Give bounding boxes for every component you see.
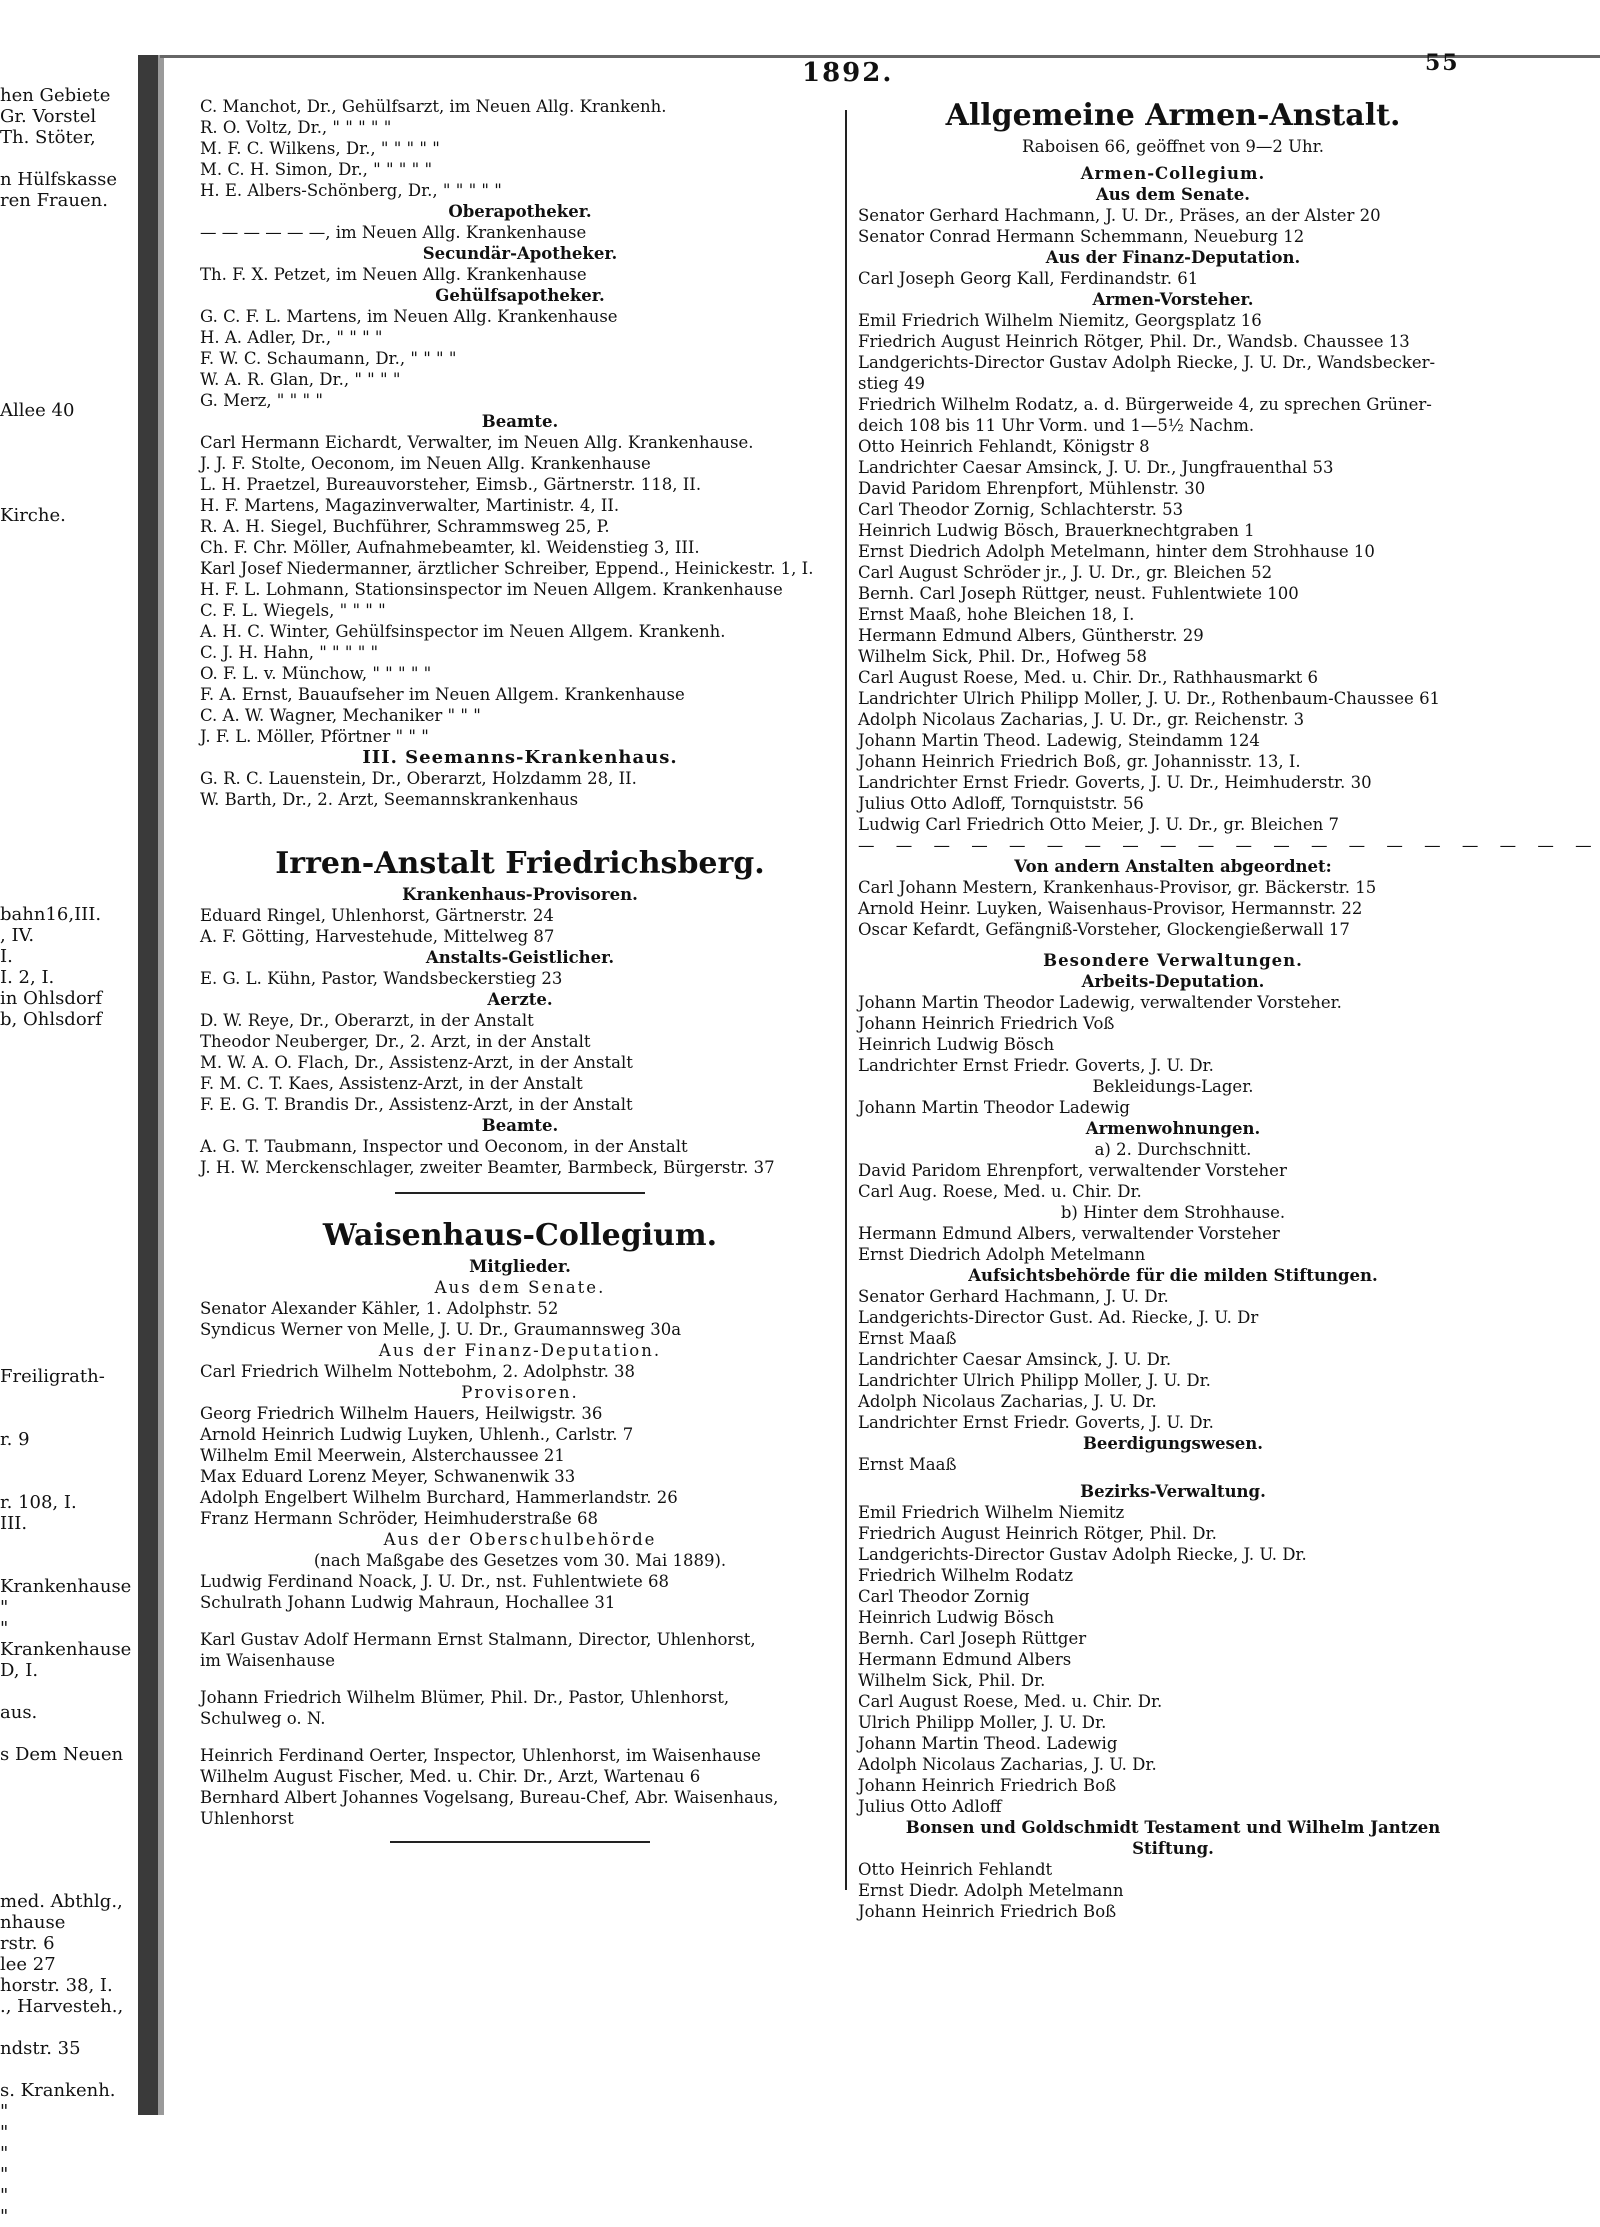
- entry: C. J. H. Hahn, " " " " ": [200, 643, 379, 662]
- entry: Landgerichts-Director Gustav Adolph Riecke, J. U. Dr.: [858, 1545, 1307, 1564]
- entry: [0, 295, 136, 316]
- binding-gutter: [138, 55, 158, 2115]
- dash-separator: — — — — — — — — — — — — — — — — — — — —: [858, 836, 1600, 855]
- entry: lee 27: [0, 1954, 56, 1975]
- entry-list: [858, 1160, 1488, 1202]
- entry: Arnold Heinr. Luyken, Waisenhaus-Provisor, Hermannstr. 22: [858, 899, 1363, 918]
- entry: stieg 49: [858, 374, 925, 393]
- subsection-title: Bonsen und Goldschmidt Testament und Wilhelm Jantzen: [905, 1818, 1441, 1837]
- entry: ndstr. 35: [0, 2038, 81, 2059]
- entry: in Ohlsdorf: [0, 988, 103, 1009]
- entry: n Hülfskasse: [0, 169, 118, 190]
- entry-list: [200, 1298, 840, 1340]
- section-title: Besondere Verwaltungen.: [1043, 951, 1303, 970]
- entry: Ludwig Carl Friedrich Otto Meier, J. U. Dr., gr. Bleichen 7: [858, 815, 1339, 834]
- entry: [0, 232, 136, 253]
- entry: A. F. Götting, Harvestehude, Mittelweg 87: [200, 927, 555, 946]
- entry: Th. Stöter,: [0, 127, 96, 148]
- entry: Adolph Engelbert Wilhelm Burchard, Hammerlandstr. 26: [200, 1488, 678, 1507]
- entry: [0, 337, 136, 358]
- entry: Carl Theodor Zornig, Schlachterstr. 53: [858, 500, 1184, 519]
- year-header: 1892.: [802, 58, 894, 88]
- entry: D. W. Reye, Dr., Oberarzt, in der Anstalt: [200, 1011, 534, 1030]
- entry: [0, 1240, 136, 1261]
- entry-list: [200, 1571, 840, 1613]
- entry: ": [0, 2143, 9, 2164]
- entry: b, Ohlsdorf: [0, 1009, 102, 1030]
- subsection-title: Armenwohnungen.: [1085, 1119, 1261, 1138]
- entry-list: [858, 1286, 1488, 1433]
- entry: [0, 1093, 136, 1114]
- entry: Ernst Maaß: [858, 1455, 957, 1474]
- entry: [0, 484, 136, 505]
- entry: Ch. F. Chr. Möller, Aufnahmebeamter, kl. Weidenstieg 3, III.: [200, 538, 700, 557]
- entry: [0, 736, 136, 757]
- entry: s Dem Neuen: [0, 1744, 124, 1765]
- entry: Schulweg o. N.: [200, 1709, 326, 1728]
- entry: Georg Friedrich Wilhelm Hauers, Heilwigstr. 36: [200, 1404, 603, 1423]
- entry: [0, 778, 136, 799]
- entry: [0, 1723, 136, 1744]
- entry: Karl Gustav Adolf Hermann Ernst Stalmann, Director, Uhlenhorst,: [200, 1630, 756, 1649]
- entry: [0, 1408, 136, 1429]
- entry: Carl August Schröder jr., J. U. Dr., gr. Bleichen 52: [858, 563, 1273, 582]
- entry: Heinrich Ludwig Bösch: [858, 1608, 1055, 1627]
- entry: [0, 316, 136, 337]
- entry: [0, 1387, 136, 1408]
- subsection-title: Bekleidungs-Lager.: [1092, 1077, 1254, 1096]
- entry: [0, 694, 136, 715]
- entry: Ludwig Ferdinand Noack, J. U. Dr., nst. Fuhlentwiete 68: [200, 1572, 669, 1591]
- subsection-title: b) Hinter dem Strohhause.: [1060, 1203, 1286, 1222]
- entry: Carl Johann Mestern, Krankenhaus-Provisor, gr. Bäckerstr. 15: [858, 878, 1377, 897]
- entry: G. C. F. L. Martens, im Neuen Allg. Krankenhause: [200, 307, 618, 326]
- entry: Wilhelm August Fischer, Med. u. Chir. Dr., Arzt, Wartenau 6: [200, 1767, 701, 1786]
- entry: [0, 757, 136, 778]
- entry-list: [200, 432, 840, 747]
- entry-list: [200, 1745, 840, 1829]
- entry: J. J. F. Stolte, Oeconom, im Neuen Allg. Krankenhause: [200, 454, 651, 473]
- entry: Landgerichts-Director Gust. Ad. Riecke, J. U. Dr: [858, 1308, 1259, 1327]
- section-title: Beamte.: [481, 1116, 559, 1135]
- entry: horstr. 38, I.: [0, 1975, 113, 1996]
- section-title: Mitglieder.: [469, 1257, 571, 1276]
- entry: Johann Martin Theod. Ladewig: [858, 1734, 1118, 1753]
- subsection-title: Aus dem Senate.: [434, 1278, 606, 1297]
- entry: r. 9: [0, 1429, 30, 1450]
- column-divider: [845, 110, 847, 1890]
- entry: A. H. C. Winter, Gehülfsinspector im Neuen Allgem. Krankenh.: [200, 622, 726, 641]
- entry: Emil Friedrich Wilhelm Niemitz: [858, 1503, 1125, 1522]
- entry: Gr. Vorstel: [0, 106, 97, 127]
- previous-page-fragment: [0, 85, 136, 2227]
- entry: W. A. R. Glan, Dr., " " " ": [200, 370, 401, 389]
- entry: III.: [0, 1513, 28, 1534]
- entry: ": [0, 1618, 9, 1639]
- entry: Carl Joseph Georg Kall, Ferdinandstr. 61: [858, 269, 1199, 288]
- entry: [0, 652, 136, 673]
- entry-list: [858, 205, 1488, 247]
- entry: Johann Heinrich Friedrich Boß: [858, 1776, 1117, 1795]
- entry: Hermann Edmund Albers: [858, 1650, 1072, 1669]
- subsection-title: Aus der Oberschulbehörde: [383, 1530, 657, 1549]
- entry: Hermann Edmund Albers, Güntherstr. 29: [858, 626, 1204, 645]
- entry: Adolph Nicolaus Zacharias, J. U. Dr., gr. Reichenstr. 3: [858, 710, 1305, 729]
- entry: [0, 1219, 136, 1240]
- subsection-title: Aufsichtsbehörde für die milden Stiftungen.: [968, 1266, 1378, 1285]
- entry: [0, 274, 136, 295]
- entry: Carl August Roese, Med. u. Chir. Dr.: [858, 1692, 1163, 1711]
- entry: F. M. C. T. Kaes, Assistenz-Arzt, in der Anstalt: [200, 1074, 583, 1093]
- entry: [0, 1534, 136, 1555]
- entry: Friedrich Wilhelm Rodatz, a. d. Bürgerweide 4, zu sprechen Grüner-: [858, 395, 1432, 414]
- entry: [0, 610, 136, 631]
- entry: [0, 547, 136, 568]
- entry-list: [858, 1502, 1488, 1817]
- entry: Th. F. X. Petzet, im Neuen Allg. Krankenhause: [200, 265, 587, 284]
- entry: [0, 1198, 136, 1219]
- entry: Carl Hermann Eichardt, Verwalter, im Neuen Allg. Krankenhause.: [200, 433, 754, 452]
- entry: D, I.: [0, 1660, 39, 1681]
- section-title: Aerzte.: [487, 990, 553, 1009]
- entry: A. G. T. Taubmann, Inspector und Oeconom, in der Anstalt: [200, 1137, 688, 1156]
- entry: [0, 883, 136, 904]
- subsection-note: (nach Maßgabe des Gesetzes vom 30. Mai 1889).: [313, 1551, 727, 1570]
- entry: ": [0, 1597, 9, 1618]
- entry: [0, 1450, 136, 1471]
- entry: ": [0, 2101, 9, 2122]
- entry: W. Barth, Dr., 2. Arzt, Seemannskrankenhaus: [200, 790, 579, 809]
- entry: Karl Josef Niedermanner, ärztlicher Schreiber, Eppend., Heinickestr. 1, I.: [200, 559, 814, 578]
- entry: Carl Friedrich Wilhelm Nottebohm, 2. Adolphstr. 38: [200, 1362, 636, 1381]
- entry: [0, 463, 136, 484]
- entry: [0, 421, 136, 442]
- entry: [0, 1072, 136, 1093]
- entry: [0, 442, 136, 463]
- entry: Julius Otto Adloff: [858, 1797, 1002, 1816]
- entry: Otto Heinrich Fehlandt, Königstr 8: [858, 437, 1150, 456]
- entry: [0, 1786, 136, 1807]
- section-title: Anstalts-Geistlicher.: [425, 948, 615, 967]
- section-heading: Irren-Anstalt Friedrichsberg.: [275, 846, 765, 881]
- subsection-title: Armen-Vorsteher.: [1092, 290, 1254, 309]
- entry: David Paridom Ehrenpfort, Mühlenstr. 30: [858, 479, 1206, 498]
- entry: R. A. H. Siegel, Buchführer, Schrammsweg 25, P.: [200, 517, 610, 536]
- entry: I.: [0, 946, 13, 967]
- entry: Friedrich August Heinrich Rötger, Phil. Dr.: [858, 1524, 1217, 1543]
- entry: Friedrich Wilhelm Rodatz: [858, 1566, 1074, 1585]
- entry: Johann Martin Theodor Ladewig, verwaltender Vorsteher.: [858, 993, 1342, 1012]
- entry: J. F. L. Möller, Pförtner " " ": [200, 727, 429, 746]
- entry-list: [858, 310, 1488, 835]
- entry: Wilhelm Emil Meerwein, Alsterchaussee 21: [200, 1446, 565, 1465]
- entry: rstr. 6: [0, 1933, 55, 1954]
- subsection-title: Aus dem Senate.: [1095, 185, 1251, 204]
- entry: Heinrich Ludwig Bösch: [858, 1035, 1055, 1054]
- entry: Bernhard Albert Johannes Vogelsang, Bureau-Chef, Abr. Waisenhaus,: [200, 1788, 779, 1807]
- entry: Hermann Edmund Albers, verwaltender Vorsteher: [858, 1224, 1280, 1243]
- entry: Landrichter Ulrich Philipp Moller, J. U. Dr., Rothenbaum-Chaussee 61: [858, 689, 1441, 708]
- entry: Senator Gerhard Hachmann, J. U. Dr., Präses, an der Alster 20: [858, 206, 1381, 225]
- section-heading: Waisenhaus-Collegium.: [322, 1218, 718, 1253]
- entry: [0, 358, 136, 379]
- entry: Heinrich Ferdinand Oerter, Inspector, Uhlenhorst, im Waisenhause: [200, 1746, 761, 1765]
- entry: Johann Heinrich Friedrich Boß: [858, 1902, 1117, 1921]
- entry: [0, 568, 136, 589]
- entry: ": [0, 2206, 9, 2227]
- entry-list: [200, 1403, 840, 1529]
- entry: ": [0, 2122, 9, 2143]
- entry: Ulrich Philipp Moller, J. U. Dr.: [858, 1713, 1107, 1732]
- entry: Carl Theodor Zornig: [858, 1587, 1030, 1606]
- entry-list: [858, 877, 1488, 940]
- entry: [0, 1471, 136, 1492]
- entry: Johann Martin Theodor Ladewig: [858, 1098, 1130, 1117]
- entry: H. F. L. Lohmann, Stationsinspector im Neuen Allgem. Krankenhause: [200, 580, 783, 599]
- entry: [0, 1765, 136, 1786]
- entry: [0, 1261, 136, 1282]
- entry: — — — — — —, im Neuen Allg. Krankenhause: [200, 223, 587, 242]
- entry: Landrichter Ulrich Philipp Moller, J. U. Dr.: [858, 1371, 1211, 1390]
- subsection-title: a) 2. Durchschnitt.: [1094, 1140, 1252, 1159]
- entry: [0, 1051, 136, 1072]
- entry: Landrichter Ernst Friedr. Goverts, J. U. Dr.: [858, 1413, 1214, 1432]
- subsection-title: Beerdigungswesen.: [1082, 1434, 1264, 1453]
- entry: Ernst Maaß: [858, 1329, 957, 1348]
- entry: F. E. G. T. Brandis Dr., Assistenz-Arzt, in der Anstalt: [200, 1095, 633, 1114]
- entry: [0, 1807, 136, 1828]
- entry-list: [200, 905, 840, 947]
- entry: [0, 253, 136, 274]
- entry: s. Krankenh.: [0, 2080, 116, 2101]
- entry: Bernh. Carl Joseph Rüttger, neust. Fuhlentwiete 100: [858, 584, 1299, 603]
- entry: [0, 2059, 136, 2080]
- entry: C. Manchot, Dr., Gehülfsarzt, im Neuen Allg. Krankenh.: [200, 97, 667, 116]
- entry: [0, 1303, 136, 1324]
- entry: [0, 631, 136, 652]
- entry: [0, 1114, 136, 1135]
- entry: O. F. L. v. Münchow, " " " " ": [200, 664, 432, 683]
- entry: med. Abthlg.,: [0, 1891, 123, 1912]
- page-number: 55: [1425, 50, 1460, 76]
- entry: [0, 1828, 136, 1849]
- entry: [0, 1870, 136, 1891]
- entry: [0, 1177, 136, 1198]
- entry: C. F. L. Wiegels, " " " ": [200, 601, 386, 620]
- entry: Max Eduard Lorenz Meyer, Schwanenwik 33: [200, 1467, 576, 1486]
- entry: [0, 820, 136, 841]
- subsection-title: Stiftung.: [1132, 1839, 1214, 1858]
- entry: Senator Gerhard Hachmann, J. U. Dr.: [858, 1287, 1169, 1306]
- entry: I. 2, I.: [0, 967, 55, 988]
- subsection-title: Arbeits-Deputation.: [1081, 972, 1265, 991]
- entry: R. O. Voltz, Dr., " " " " ": [200, 118, 392, 137]
- entry: Landrichter Caesar Amsinck, J. U. Dr., Jungfrauenthal 53: [858, 458, 1334, 477]
- entry: J. H. W. Merckenschlager, zweiter Beamter, Barmbeck, Bürgerstr. 37: [200, 1158, 775, 1177]
- column-left: [200, 96, 840, 1849]
- entry: [0, 148, 136, 169]
- entry: [0, 841, 136, 862]
- entry-list: [200, 1136, 840, 1178]
- entry: Syndicus Werner von Melle, J. U. Dr., Graumannsweg 30a: [200, 1320, 682, 1339]
- assistant-doctors-list: [200, 96, 840, 201]
- entry: Ernst Diedrich Adolph Metelmann: [858, 1245, 1146, 1264]
- entry: Landrichter Ernst Friedr. Goverts, J. U. Dr.: [858, 1056, 1214, 1075]
- entry-list: [858, 992, 1488, 1076]
- entry: [0, 799, 136, 820]
- subsection-title: Aus der Finanz-Deputation.: [378, 1341, 662, 1360]
- entry: Arnold Heinrich Ludwig Luyken, Uhlenh., Carlstr. 7: [200, 1425, 634, 1444]
- entry: Emil Friedrich Wilhelm Niemitz, Georgsplatz 16: [858, 311, 1262, 330]
- column-right: [858, 96, 1600, 1922]
- entry: Otto Heinrich Fehlandt: [858, 1860, 1053, 1879]
- entry: [0, 1030, 136, 1051]
- binding-shadow: [158, 55, 164, 2115]
- entry: [0, 1156, 136, 1177]
- entry: Johann Heinrich Friedrich Voß: [858, 1014, 1115, 1033]
- entry: Johann Martin Theod. Ladewig, Steindamm 124: [858, 731, 1260, 750]
- entry: [0, 1345, 136, 1366]
- subsection-title: Aus der Finanz-Deputation.: [1045, 248, 1301, 267]
- entry-list: [200, 1010, 840, 1115]
- entry: G. Merz, " " " ": [200, 391, 323, 410]
- entry: H. F. Martens, Magazinverwalter, Martinistr. 4, II.: [200, 496, 620, 515]
- entry: [0, 1282, 136, 1303]
- section-title: Secundär-Apotheker.: [422, 244, 618, 263]
- entry: Heinrich Ludwig Bösch, Brauerknechtgraben 1: [858, 521, 1255, 540]
- entry: Carl Aug. Roese, Med. u. Chir. Dr.: [858, 1182, 1142, 1201]
- entry: E. G. L. Kühn, Pastor, Wandsbeckerstieg 23: [200, 969, 563, 988]
- entry: ": [0, 2164, 9, 2185]
- entry: F. A. Ernst, Bauaufseher im Neuen Allgem. Krankenhause: [200, 685, 685, 704]
- entry: Ernst Maaß, hohe Bleichen 18, I.: [858, 605, 1135, 624]
- entry: Krankenhause: [0, 1639, 132, 1660]
- entry: bahn16,III.: [0, 904, 102, 925]
- entry: Adolph Nicolaus Zacharias, J. U. Dr.: [858, 1392, 1157, 1411]
- entry: David Paridom Ehrenpfort, verwaltender Vorsteher: [858, 1161, 1287, 1180]
- entry: aus.: [0, 1702, 38, 1723]
- entry: Ernst Diedr. Adolph Metelmann: [858, 1881, 1124, 1900]
- entry: [0, 1681, 136, 1702]
- entry: Wilhelm Sick, Phil. Dr.: [858, 1671, 1046, 1690]
- entry: Kirche.: [0, 505, 66, 526]
- entry: Friedrich August Heinrich Rötger, Phil. Dr., Wandsb. Chaussee 13: [858, 332, 1410, 351]
- entry: [0, 1849, 136, 1870]
- entry: Senator Alexander Kähler, 1. Adolphstr. 52: [200, 1299, 559, 1318]
- address-line: Raboisen 66, geöffnet von 9—2 Uhr.: [1022, 137, 1324, 156]
- entry: Landrichter Ernst Friedr. Goverts, J. U. Dr., Heimhuderstr. 30: [858, 773, 1372, 792]
- entry: [0, 589, 136, 610]
- entry: Schulrath Johann Ludwig Mahraun, Hochallee 31: [200, 1593, 616, 1612]
- entry: F. W. C. Schaumann, Dr., " " " ": [200, 349, 457, 368]
- entry: C. A. W. Wagner, Mechaniker " " ": [200, 706, 481, 725]
- entry: Landgerichts-Director Gustav Adolph Riecke, J. U. Dr., Wandsbecker-: [858, 353, 1436, 372]
- entry: Franz Hermann Schröder, Heimhuderstraße 68: [200, 1509, 599, 1528]
- section-title: Oberapotheker.: [448, 202, 592, 221]
- entry: Ernst Diedrich Adolph Metelmann, hinter dem Strohhause 10: [858, 542, 1375, 561]
- entry: Johann Friedrich Wilhelm Blümer, Phil. Dr., Pastor, Uhlenhorst,: [200, 1688, 730, 1707]
- entry: M. C. H. Simon, Dr., " " " " ": [200, 160, 433, 179]
- entry: Bernh. Carl Joseph Rüttger: [858, 1629, 1087, 1648]
- section-title: III. Seemanns-Krankenhaus.: [362, 747, 678, 768]
- section-title: Krankenhaus-Provisoren.: [402, 885, 638, 904]
- entry: Wilhelm Sick, Phil. Dr., Hofweg 58: [858, 647, 1148, 666]
- entry: L. H. Praetzel, Bureauvorsteher, Eimsb., Gärtnerstr. 118, II.: [200, 475, 702, 494]
- entry-list: [200, 768, 840, 810]
- entry: [0, 673, 136, 694]
- entry: [0, 1135, 136, 1156]
- entry: Oscar Kefardt, Gefängniß-Vorsteher, Glockengießerwall 17: [858, 920, 1350, 939]
- entry: Landrichter Caesar Amsinck, J. U. Dr.: [858, 1350, 1172, 1369]
- entry: Eduard Ringel, Uhlenhorst, Gärtnerstr. 24: [200, 906, 554, 925]
- entry: H. A. Adler, Dr., " " " ": [200, 328, 383, 347]
- separator-rule: [390, 1841, 650, 1843]
- subsection-title: Von andern Anstalten abgeordnet:: [1014, 857, 1332, 876]
- entry: Allee 40: [0, 400, 75, 421]
- entry-list: [200, 306, 840, 411]
- entry: ren Frauen.: [0, 190, 108, 211]
- entry: Adolph Nicolaus Zacharias, J. U. Dr.: [858, 1755, 1157, 1774]
- section-heading: Allgemeine Armen-Anstalt.: [945, 98, 1401, 133]
- entry: deich 108 bis 11 Uhr Vorm. und 1—5½ Nachm.: [858, 416, 1255, 435]
- section-title: Armen-Collegium.: [1080, 164, 1266, 183]
- entry: [0, 211, 136, 232]
- section-title: Beamte.: [481, 412, 559, 431]
- entry: nhause: [0, 1912, 66, 1933]
- entry: [0, 1324, 136, 1345]
- entry: [0, 1555, 136, 1576]
- entry: ": [0, 2185, 9, 2206]
- entry: ., Harvesteh.,: [0, 1996, 124, 2017]
- separator-rule: [395, 1192, 645, 1194]
- entry-list: [858, 1859, 1488, 1922]
- section-title: Gehülfsapotheker.: [435, 286, 605, 305]
- entry: Uhlenhorst: [200, 1809, 294, 1828]
- entry: , IV.: [0, 925, 35, 946]
- entry: Krankenhause: [0, 1576, 132, 1597]
- entry: Julius Otto Adloff, Tornquiststr. 56: [858, 794, 1144, 813]
- entry-list: [858, 1223, 1488, 1265]
- entry: H. E. Albers-Schönberg, Dr., " " " " ": [200, 181, 502, 200]
- entry: r. 108, I.: [0, 1492, 77, 1513]
- entry: [0, 715, 136, 736]
- entry: Carl August Roese, Med. u. Chir. Dr., Rathhausmarkt 6: [858, 668, 1318, 687]
- entry: Theodor Neuberger, Dr., 2. Arzt, in der Anstalt: [200, 1032, 591, 1051]
- entry: G. R. C. Lauenstein, Dr., Oberarzt, Holzdamm 28, II.: [200, 769, 637, 788]
- subsection-title: Bezirks-Verwaltung.: [1080, 1482, 1266, 1501]
- entry: [0, 2017, 136, 2038]
- entry: M. F. C. Wilkens, Dr., " " " " ": [200, 139, 440, 158]
- entry: [0, 862, 136, 883]
- entry: [0, 379, 136, 400]
- entry: hen Gebiete: [0, 85, 111, 106]
- entry: [0, 526, 136, 547]
- entry: Freiligrath-: [0, 1366, 105, 1387]
- entry: M. W. A. O. Flach, Dr., Assistenz-Arzt, in der Anstalt: [200, 1053, 633, 1072]
- entry: Johann Heinrich Friedrich Boß, gr. Johannisstr. 13, I.: [858, 752, 1301, 771]
- entry: Senator Conrad Hermann Schemmann, Neueburg 12: [858, 227, 1305, 246]
- entry: im Waisenhause: [200, 1651, 335, 1670]
- subsection-title: Provisoren.: [461, 1383, 579, 1402]
